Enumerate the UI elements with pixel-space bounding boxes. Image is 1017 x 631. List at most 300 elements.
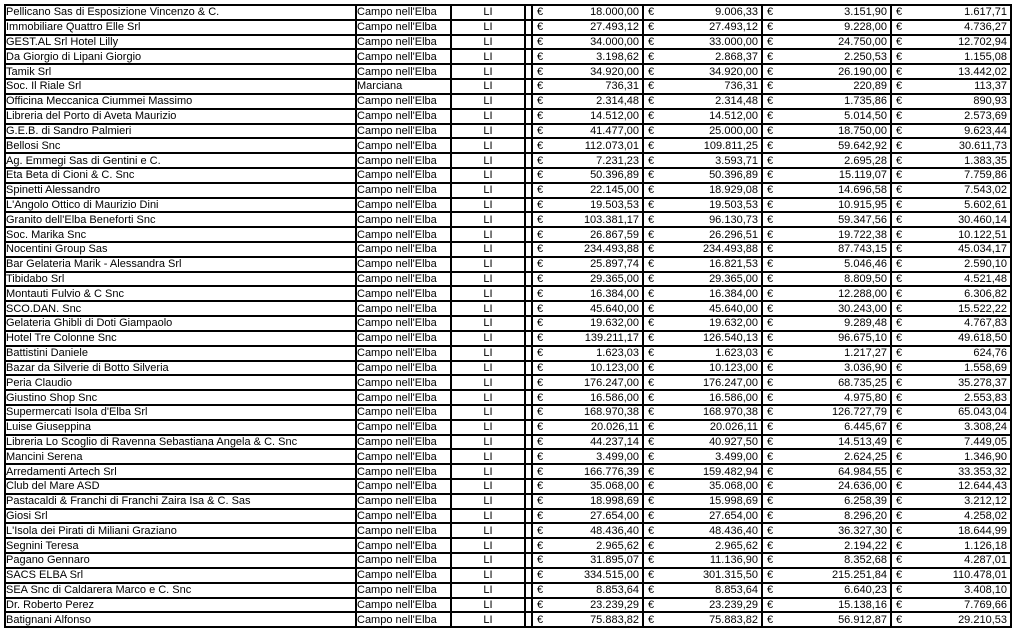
company-name-cell: GEST.AL Srl Hotel Lilly	[5, 35, 356, 50]
amount-value-1: 26.867,59	[590, 228, 639, 241]
euro-currency-symbol: €	[767, 243, 774, 256]
spacer-cell	[525, 494, 532, 509]
euro-currency-symbol: €	[648, 80, 655, 93]
euro-currency-symbol: €	[537, 465, 544, 478]
company-name-cell: Eta Beta di Cioni & C. Snc	[5, 168, 356, 183]
amount-cell-4	[891, 346, 1011, 361]
province-cell: LI	[451, 212, 525, 227]
euro-currency-symbol: €	[648, 273, 655, 286]
amount-cell-3	[762, 198, 891, 213]
amount-cell-2	[643, 257, 762, 272]
amount-value-3: 3.036,90	[844, 361, 887, 374]
euro-currency-symbol: €	[896, 154, 903, 167]
municipality-cell: Campo nell'Elba	[356, 168, 451, 183]
province-cell: LI	[451, 20, 525, 35]
euro-currency-symbol: €	[537, 510, 544, 523]
province-cell: LI	[451, 5, 525, 20]
euro-currency-symbol: €	[648, 361, 655, 374]
euro-currency-symbol: €	[537, 435, 544, 448]
amount-cell-4	[891, 449, 1011, 464]
amount-cell-1	[532, 212, 643, 227]
spacer-cell	[525, 138, 532, 153]
amount-cell-4	[891, 227, 1011, 242]
amount-cell-4	[891, 49, 1011, 64]
amount-value-2: 33.000,00	[709, 36, 758, 49]
euro-currency-symbol: €	[896, 465, 903, 478]
company-name-cell: Soc. Il Riale Srl	[5, 79, 356, 94]
euro-currency-symbol: €	[896, 213, 903, 226]
amount-cell-4	[891, 420, 1011, 435]
amount-value-4: 12.644,43	[958, 480, 1007, 493]
euro-currency-symbol: €	[767, 154, 774, 167]
table-row	[5, 198, 1011, 213]
amount-value-1: 50.396,89	[590, 169, 639, 182]
table-row	[5, 109, 1011, 124]
amount-cell-3	[762, 538, 891, 553]
amount-value-2: 40.927,50	[709, 435, 758, 448]
amount-cell-1	[532, 257, 643, 272]
amount-cell-4	[891, 435, 1011, 450]
amount-cell-2	[643, 35, 762, 50]
province-cell: LI	[451, 124, 525, 139]
province-cell: LI	[451, 598, 525, 613]
table-row	[5, 509, 1011, 524]
amount-cell-4	[891, 598, 1011, 613]
amount-value-4: 1.558,69	[964, 361, 1007, 374]
amount-value-2: 10.123,00	[709, 361, 758, 374]
amount-cell-3	[762, 583, 891, 598]
province-cell: LI	[451, 612, 525, 627]
amount-cell-1	[532, 64, 643, 79]
municipality-cell: Campo nell'Elba	[356, 20, 451, 35]
euro-currency-symbol: €	[767, 391, 774, 404]
amount-cell-2	[643, 64, 762, 79]
euro-currency-symbol: €	[648, 302, 655, 315]
amount-value-2: 50.396,89	[709, 169, 758, 182]
euro-currency-symbol: €	[648, 376, 655, 389]
table-row	[5, 212, 1011, 227]
amount-value-2: 16.821,53	[709, 258, 758, 271]
amount-value-2: 3.499,00	[715, 450, 758, 463]
amount-cell-1	[532, 316, 643, 331]
table-row	[5, 153, 1011, 168]
province-cell: LI	[451, 94, 525, 109]
municipality-cell: Campo nell'Elba	[356, 301, 451, 316]
document-page	[4, 4, 1012, 628]
euro-currency-symbol: €	[896, 243, 903, 256]
amount-value-4: 12.702,94	[958, 36, 1007, 49]
amount-cell-1	[532, 553, 643, 568]
euro-currency-symbol: €	[896, 198, 903, 211]
euro-currency-symbol: €	[648, 450, 655, 463]
amount-cell-3	[762, 464, 891, 479]
amount-value-2: 19.632,00	[709, 317, 758, 330]
amount-value-3: 15.119,07	[838, 169, 887, 182]
amount-cell-4	[891, 212, 1011, 227]
euro-currency-symbol: €	[648, 524, 655, 537]
amount-value-3: 10.915,95	[838, 198, 887, 211]
amount-cell-3	[762, 79, 891, 94]
euro-currency-symbol: €	[537, 124, 544, 137]
amount-cell-1	[532, 509, 643, 524]
municipality-cell: Campo nell'Elba	[356, 509, 451, 524]
euro-currency-symbol: €	[537, 228, 544, 241]
table-row	[5, 138, 1011, 153]
municipality-cell: Campo nell'Elba	[356, 35, 451, 50]
amount-value-1: 112.073,01	[584, 139, 639, 152]
euro-currency-symbol: €	[767, 80, 774, 93]
spacer-cell	[525, 449, 532, 464]
amount-value-1: 234.493,88	[583, 243, 639, 256]
amount-cell-2	[643, 301, 762, 316]
amount-cell-1	[532, 49, 643, 64]
amount-cell-4	[891, 583, 1011, 598]
amount-value-1: 19.632,00	[590, 317, 639, 330]
amount-value-4: 4.287,01	[964, 554, 1007, 567]
amount-value-4: 624,76	[973, 347, 1007, 360]
amount-value-1: 166.776,39	[583, 465, 639, 478]
amount-value-3: 14.513,49	[838, 435, 887, 448]
municipality-cell: Campo nell'Elba	[356, 420, 451, 435]
amount-cell-1	[532, 286, 643, 301]
amount-value-2: 301.315,50	[702, 569, 758, 582]
amount-cell-3	[762, 435, 891, 450]
amount-value-4: 7.759,86	[964, 169, 1007, 182]
amount-value-3: 9.289,48	[844, 317, 887, 330]
municipality-cell: Campo nell'Elba	[356, 612, 451, 627]
municipality-cell: Campo nell'Elba	[356, 212, 451, 227]
amount-value-3: 6.258,39	[844, 495, 887, 508]
euro-currency-symbol: €	[896, 435, 903, 448]
amount-cell-2	[643, 479, 762, 494]
euro-currency-symbol: €	[896, 6, 903, 19]
amount-cell-2	[643, 331, 762, 346]
amount-value-3: 8.352,68	[844, 554, 887, 567]
amount-cell-1	[532, 242, 643, 257]
amount-cell-2	[643, 568, 762, 583]
company-name-cell: Tamik Srl	[5, 64, 356, 79]
table-row	[5, 435, 1011, 450]
province-cell: LI	[451, 198, 525, 213]
spacer-cell	[525, 420, 532, 435]
amount-cell-1	[532, 153, 643, 168]
amount-cell-4	[891, 509, 1011, 524]
euro-currency-symbol: €	[648, 554, 655, 567]
euro-currency-symbol: €	[896, 584, 903, 597]
euro-currency-symbol: €	[648, 154, 655, 167]
province-cell: LI	[451, 583, 525, 598]
euro-currency-symbol: €	[648, 613, 655, 626]
company-name-cell: Battistini Daniele	[5, 346, 356, 361]
amount-cell-1	[532, 109, 643, 124]
amount-value-3: 24.636,00	[838, 480, 887, 493]
amount-value-3: 64.984,55	[838, 465, 887, 478]
amount-cell-3	[762, 212, 891, 227]
amount-cell-3	[762, 168, 891, 183]
euro-currency-symbol: €	[648, 421, 655, 434]
company-name-cell: Montauti Fulvio & C Snc	[5, 286, 356, 301]
company-name-cell: Ag. Emmegi Sas di Gentini e C.	[5, 153, 356, 168]
euro-currency-symbol: €	[537, 361, 544, 374]
euro-currency-symbol: €	[648, 332, 655, 345]
amount-value-3: 220,89	[853, 80, 887, 93]
amount-value-2: 20.026,11	[709, 421, 758, 434]
euro-currency-symbol: €	[537, 6, 544, 19]
amount-value-1: 16.384,00	[590, 287, 639, 300]
amount-value-1: 27.654,00	[590, 510, 639, 523]
amount-value-1: 41.477,00	[590, 124, 639, 137]
amount-cell-1	[532, 331, 643, 346]
euro-currency-symbol: €	[648, 110, 655, 123]
euro-currency-symbol: €	[896, 273, 903, 286]
table-row	[5, 479, 1011, 494]
amount-cell-4	[891, 479, 1011, 494]
company-name-cell: SCO.DAN. Snc	[5, 301, 356, 316]
spacer-cell	[525, 523, 532, 538]
company-name-cell: Hotel Tre Colonne Snc	[5, 331, 356, 346]
table-row	[5, 94, 1011, 109]
municipality-cell: Campo nell'Elba	[356, 479, 451, 494]
spacer-cell	[525, 5, 532, 20]
amount-value-1: 31.895,07	[590, 554, 639, 567]
euro-currency-symbol: €	[767, 169, 774, 182]
euro-currency-symbol: €	[537, 110, 544, 123]
amount-cell-4	[891, 316, 1011, 331]
municipality-cell: Campo nell'Elba	[356, 375, 451, 390]
amount-cell-3	[762, 598, 891, 613]
euro-currency-symbol: €	[648, 36, 655, 49]
amount-cell-2	[643, 109, 762, 124]
amount-cell-4	[891, 272, 1011, 287]
company-name-cell: L'Isola dei Pirati di Miliani Graziano	[5, 523, 356, 538]
amount-value-2: 35.068,00	[709, 480, 758, 493]
amount-value-4: 3.212,12	[964, 495, 1007, 508]
spacer-cell	[525, 183, 532, 198]
euro-currency-symbol: €	[896, 510, 903, 523]
amount-value-3: 2.695,28	[844, 154, 887, 167]
spacer-cell	[525, 242, 532, 257]
amount-cell-1	[532, 420, 643, 435]
euro-currency-symbol: €	[896, 376, 903, 389]
euro-currency-symbol: €	[537, 376, 544, 389]
euro-currency-symbol: €	[648, 65, 655, 78]
amount-value-1: 19.503,53	[590, 198, 639, 211]
spacer-cell	[525, 286, 532, 301]
table-row	[5, 286, 1011, 301]
amount-cell-4	[891, 124, 1011, 139]
euro-currency-symbol: €	[648, 95, 655, 108]
amount-value-4: 113,37	[974, 80, 1007, 93]
amount-cell-4	[891, 168, 1011, 183]
amount-value-2: 27.654,00	[709, 510, 758, 523]
amount-value-1: 34.920,00	[590, 65, 639, 78]
amount-cell-3	[762, 272, 891, 287]
euro-currency-symbol: €	[767, 287, 774, 300]
amount-value-3: 1.735,86	[844, 95, 887, 108]
euro-currency-symbol: €	[537, 273, 544, 286]
amount-value-2: 168.970,38	[702, 406, 758, 419]
company-name-cell: Arredamenti Artech Srl	[5, 464, 356, 479]
municipality-cell: Marciana	[356, 79, 451, 94]
municipality-cell: Campo nell'Elba	[356, 242, 451, 257]
amount-value-2: 736,31	[724, 80, 758, 93]
amount-cell-2	[643, 538, 762, 553]
euro-currency-symbol: €	[767, 317, 774, 330]
table-row	[5, 257, 1011, 272]
amount-value-1: 7.231,23	[596, 154, 639, 167]
province-cell: LI	[451, 35, 525, 50]
euro-currency-symbol: €	[648, 184, 655, 197]
province-cell: LI	[451, 346, 525, 361]
company-name-cell: Soc. Marika Snc	[5, 227, 356, 242]
amount-value-2: 23.239,29	[709, 598, 758, 611]
amount-cell-1	[532, 35, 643, 50]
company-name-cell: Pastacaldi & Franchi di Franchi Zaira Isa & C. Sas	[5, 494, 356, 509]
euro-currency-symbol: €	[767, 495, 774, 508]
amount-value-3: 68.735,25	[838, 376, 887, 389]
euro-currency-symbol: €	[767, 332, 774, 345]
table-body	[5, 5, 1011, 627]
company-name-cell: Club del Mare ASD	[5, 479, 356, 494]
amount-value-2: 2.965,62	[715, 539, 758, 552]
amount-value-1: 334.515,00	[583, 569, 639, 582]
amount-cell-3	[762, 405, 891, 420]
company-name-cell: Dr. Roberto Perez	[5, 598, 356, 613]
euro-currency-symbol: €	[648, 6, 655, 19]
euro-currency-symbol: €	[896, 421, 903, 434]
amount-cell-2	[643, 420, 762, 435]
amount-cell-2	[643, 286, 762, 301]
amount-value-3: 87.743,15	[838, 243, 887, 256]
euro-currency-symbol: €	[648, 243, 655, 256]
spacer-cell	[525, 538, 532, 553]
amount-cell-4	[891, 138, 1011, 153]
amount-cell-4	[891, 109, 1011, 124]
euro-currency-symbol: €	[896, 302, 903, 315]
amount-cell-1	[532, 346, 643, 361]
amount-cell-2	[643, 583, 762, 598]
amount-value-3: 9.228,00	[844, 21, 887, 34]
amount-cell-2	[643, 20, 762, 35]
spacer-cell	[525, 35, 532, 50]
euro-currency-symbol: €	[537, 243, 544, 256]
spacer-cell	[525, 124, 532, 139]
euro-currency-symbol: €	[896, 65, 903, 78]
amount-value-4: 33.353,32	[958, 465, 1007, 478]
amount-value-1: 75.883,82	[590, 613, 639, 626]
amount-cell-3	[762, 242, 891, 257]
province-cell: LI	[451, 464, 525, 479]
amount-cell-2	[643, 405, 762, 420]
table-row	[5, 35, 1011, 50]
province-cell: LI	[451, 390, 525, 405]
amount-cell-3	[762, 183, 891, 198]
amount-cell-1	[532, 375, 643, 390]
amount-cell-4	[891, 568, 1011, 583]
spacer-cell	[525, 553, 532, 568]
amount-cell-3	[762, 494, 891, 509]
amount-cell-1	[532, 198, 643, 213]
amount-value-4: 7.543,02	[964, 184, 1007, 197]
amount-cell-2	[643, 464, 762, 479]
amount-cell-1	[532, 479, 643, 494]
euro-currency-symbol: €	[896, 50, 903, 63]
spacer-cell	[525, 212, 532, 227]
amount-cell-3	[762, 124, 891, 139]
euro-currency-symbol: €	[767, 6, 774, 19]
amount-value-4: 1.617,71	[964, 6, 1007, 19]
euro-currency-symbol: €	[896, 95, 903, 108]
amount-cell-1	[532, 138, 643, 153]
amount-value-1: 736,31	[605, 80, 639, 93]
amount-cell-1	[532, 464, 643, 479]
amount-value-1: 27.493,12	[590, 21, 639, 34]
euro-currency-symbol: €	[537, 258, 544, 271]
province-cell: LI	[451, 227, 525, 242]
province-cell: LI	[451, 183, 525, 198]
company-name-cell: Giustino Shop Snc	[5, 390, 356, 405]
company-name-cell: Mancini Serena	[5, 449, 356, 464]
amount-value-1: 20.026,11	[590, 421, 639, 434]
table-row	[5, 168, 1011, 183]
amount-cell-2	[643, 523, 762, 538]
table-row	[5, 449, 1011, 464]
company-name-cell: Giosi Srl	[5, 509, 356, 524]
amount-cell-4	[891, 464, 1011, 479]
euro-currency-symbol: €	[896, 598, 903, 611]
amount-cell-3	[762, 5, 891, 20]
company-name-cell: Da Giorgio di Lipani Giorgio	[5, 49, 356, 64]
euro-currency-symbol: €	[537, 584, 544, 597]
company-name-cell: Immobiliare Quattro Elle Srl	[5, 20, 356, 35]
amount-cell-4	[891, 5, 1011, 20]
amount-cell-4	[891, 64, 1011, 79]
euro-currency-symbol: €	[767, 598, 774, 611]
euro-currency-symbol: €	[896, 36, 903, 49]
amount-value-1: 18.000,00	[590, 6, 639, 19]
province-cell: LI	[451, 435, 525, 450]
euro-currency-symbol: €	[767, 435, 774, 448]
euro-currency-symbol: €	[767, 347, 774, 360]
amount-value-2: 34.920,00	[709, 65, 758, 78]
municipality-cell: Campo nell'Elba	[356, 346, 451, 361]
amount-cell-2	[643, 227, 762, 242]
euro-currency-symbol: €	[896, 317, 903, 330]
amount-value-3: 8.296,20	[844, 510, 887, 523]
amount-value-3: 5.014,50	[844, 110, 887, 123]
province-cell: LI	[451, 361, 525, 376]
municipality-cell: Campo nell'Elba	[356, 49, 451, 64]
amount-value-3: 12.288,00	[838, 287, 887, 300]
amount-value-4: 4.767,83	[964, 317, 1007, 330]
spacer-cell	[525, 109, 532, 124]
province-cell: LI	[451, 257, 525, 272]
euro-currency-symbol: €	[648, 391, 655, 404]
amount-value-3: 15.138,16	[838, 598, 887, 611]
amount-cell-2	[643, 509, 762, 524]
amount-value-4: 65.043,04	[958, 406, 1007, 419]
amount-value-3: 126.727,79	[831, 406, 887, 419]
spacer-cell	[525, 153, 532, 168]
table-row	[5, 553, 1011, 568]
company-name-cell: L'Angolo Ottico di Maurizio Dini	[5, 198, 356, 213]
amount-cell-1	[532, 168, 643, 183]
amount-value-2: 27.493,12	[709, 21, 758, 34]
company-name-cell: Pagano Gennaro	[5, 553, 356, 568]
amount-value-2: 126.540,13	[702, 332, 758, 345]
municipality-cell: Campo nell'Elba	[356, 153, 451, 168]
amount-cell-3	[762, 375, 891, 390]
